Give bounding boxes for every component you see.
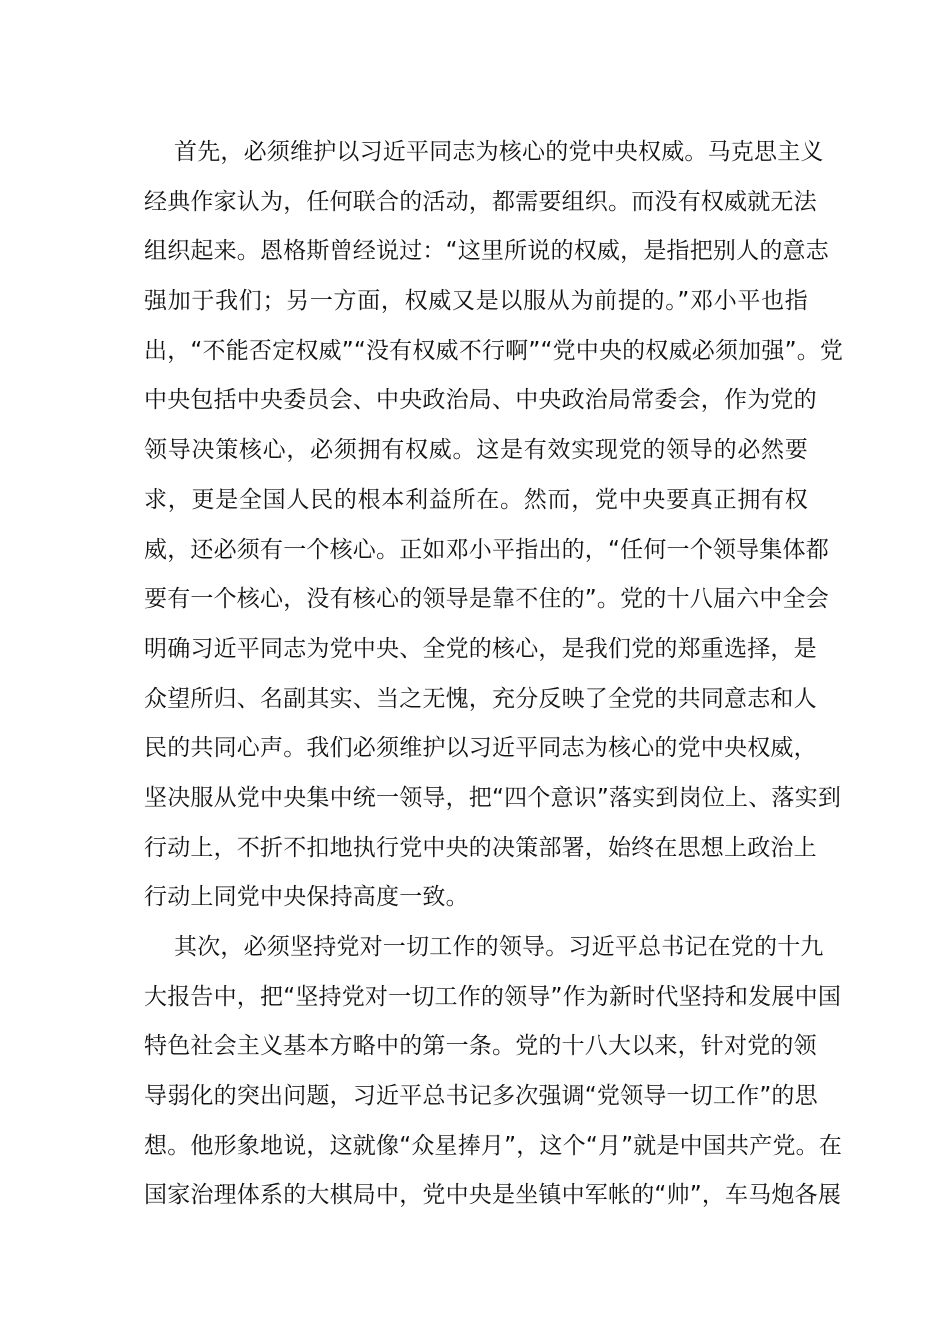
text-line: 导弱化的突出问题，习近平总书记多次强调“党领导一切工作”的思 bbox=[144, 1083, 818, 1110]
text-line: 首先，必须维护以习近平同志为核心的党中央权威。马克思主义 bbox=[174, 139, 824, 165]
text-line: 民的共同心声。我们必须维护以习近平同志为核心的党中央权威， bbox=[144, 735, 817, 762]
document-body bbox=[144, 128, 844, 1221]
text-line: 坚决服从党中央集中统一领导，把“四个意识”落实到岗位上、落实到 bbox=[144, 784, 842, 811]
paragraph-leadership bbox=[144, 923, 843, 1221]
text-line: 众望所归、名副其实、当之无愧，充分反映了全党的共同意志和人 bbox=[144, 685, 817, 712]
text-line: 出，“不能否定权威”“没有权威不行啊”“党中央的权威必须加强”。党 bbox=[144, 337, 844, 364]
text-line: 强加于我们；另一方面，权威又是以服从为前提的。”邓小平也指 bbox=[144, 288, 808, 315]
text-line: 想。他形象地说，这就像“众星捧月”，这个“月”就是中国共产党。在 bbox=[144, 1132, 843, 1159]
paragraph-authority bbox=[144, 128, 844, 923]
text-line: 特色社会主义基本方略中的第一条。党的十八大以来，针对党的领 bbox=[144, 1033, 817, 1060]
text-line: 行动上同党中央保持高度一致。 bbox=[144, 884, 469, 911]
text-line: 国家治理体系的大棋局中，党中央是坐镇中军帐的“帅”，车马炮各展 bbox=[144, 1182, 842, 1209]
text-line: 其次，必须坚持党对一切工作的领导。习近平总书记在党的十九 bbox=[174, 934, 824, 960]
text-line: 组织起来。恩格斯曾经说过：“这里所说的权威，是指把别人的意志 bbox=[144, 238, 829, 265]
text-line: 行动上，不折不扣地执行党中央的决策部署，始终在思想上政治上 bbox=[144, 834, 817, 861]
text-line: 大报告中，把“坚持党对一切工作的领导”作为新时代坚持和发展中国 bbox=[144, 983, 842, 1010]
text-line: 要有一个核心，没有核心的领导是靠不住的”。党的十八届六中全会 bbox=[144, 586, 829, 613]
text-line: 威，还必须有一个核心。正如邓小平指出的，“任何一个领导集体都 bbox=[144, 536, 829, 563]
text-line: 经典作家认为，任何联合的活动，都需要组织。而没有权威就无法 bbox=[144, 188, 817, 215]
text-line: 中央包括中央委员会、中央政治局、中央政治局常委会，作为党的 bbox=[144, 387, 817, 414]
text-line: 明确习近平同志为党中央、全党的核心，是我们党的郑重选择，是 bbox=[144, 635, 817, 662]
text-line: 领导决策核心，必须拥有权威。这是有效实现党的领导的必然要 bbox=[144, 437, 808, 464]
text-line: 求，更是全国人民的根本利益所在。然而，党中央要真正拥有权 bbox=[144, 486, 808, 513]
